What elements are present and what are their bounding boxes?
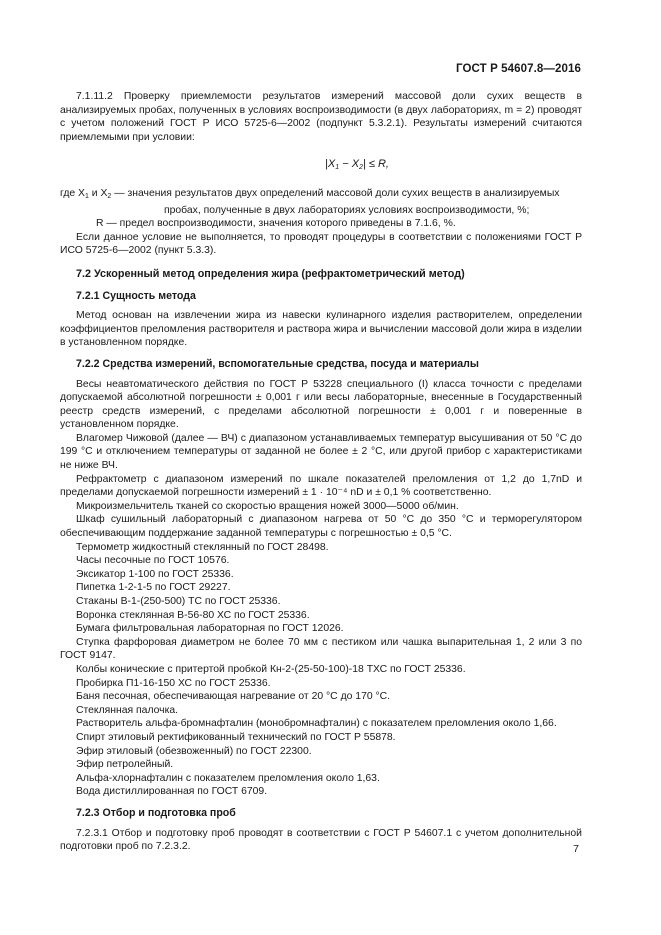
heading-7-2-1: 7.2.1 Сущность метода: [76, 289, 196, 302]
page-number: 7: [573, 843, 579, 855]
list-item: Ступка фарфоровая диаметром не более 70 мм с пестиком или чашка выпарительная 1, 2 или 3 по ГОСТ 9147.: [60, 636, 582, 662]
list-item: Микроизмельчитель тканей со скоростью вращения ножей 3000—5000 об/мин.: [76, 500, 459, 512]
heading-7-2-2: 7.2.2 Средства измерений, вспомогательные средства, посуда и материалы: [76, 357, 479, 370]
acceptance-formula: $|X_1 - X_2| \le R$,: [325, 158, 389, 172]
standard-code-header: ГОСТ Р 54607.8—2016: [456, 63, 581, 75]
heading-7-2-3: 7.2.3 Отбор и подготовка проб: [76, 806, 236, 819]
list-item: Баня песочная, обеспечивающая нагревание от 20 °С до 170 °С.: [76, 691, 391, 703]
list-item: Пипетка 1-2-1-5 по ГОСТ 29227.: [76, 582, 231, 594]
paragraph-else-condition: Если данное условие не выполняется, то проводят процедуры в соответствии с положениями ГОСТ Р ИСО 5725-6—2002 (пункт 5.3.3).: [60, 231, 582, 257]
list-item: Шкаф сушильный лабораторный с диапазоном нагрева от 50 °С до 350 °С и терморегулятором обеспечивающим поддержание заданной температуры с погрешностью ± 0,5 °С.: [60, 514, 582, 540]
list-item: Рефрактометр с диапазоном измерений по шкале показателей преломления от 1,2 до 1,7nD и пределами допускаемой погрешности измерений ± 1 · 10⁻⁴ nD и ± 0,1 % соответственно.: [60, 473, 582, 499]
list-item: Влагомер Чижовой (далее — ВЧ) с диапазоном устанавливаемых температур высушивания от 50 °С до 199 °С и отключением температуры от заданной не более ± 2 °С, или другой прибор с характеристиками не ниже ВЧ.: [60, 432, 582, 472]
list-item: Термометр жидкостный стеклянный по ГОСТ 28498.: [76, 541, 329, 553]
list-item: Часы песочные по ГОСТ 10576.: [76, 555, 230, 567]
list-item: Бумага фильтровальная лабораторная по ГОСТ 12026.: [76, 623, 344, 635]
legend-r-value: R — предел воспроизводимости, значения которого приведены в 7.1.6, %.: [96, 218, 456, 230]
list-item: Стаканы В-1-(250-500) ТС по ГОСТ 25336.: [76, 596, 281, 607]
list-item: Спирт этиловый ректификованный технический по ГОСТ Р 55878.: [76, 731, 396, 743]
legend-x-values: где $X_1$ и $X_2$ — значения результатов двух определений массовой доли сухих веществ в анализируемых: [60, 187, 560, 200]
list-item: Колбы конические с притертой пробкой Кн-2-(25-50-100)-18 ТХС по ГОСТ 25336.: [76, 663, 466, 675]
legend-x-values-continuation: пробах, полученные в двух лабораториях условиях воспроизводимости, %;: [164, 204, 530, 216]
equipment-list: [60, 378, 582, 799]
list-item: Воронка стеклянная В-56-80 ХС по ГОСТ 25336.: [76, 609, 310, 621]
list-item: Эксикатор 1-100 по ГОСТ 25336.: [76, 568, 234, 580]
list-item: Стеклянная палочка.: [76, 704, 179, 716]
list-item: Эфир петролейный.: [76, 759, 174, 771]
paragraph-7-2-1: Метод основан на извлечении жира из навески кулинарного изделия растворителем, определении коэффициентов преломления растворителя и раствора жира и вычислении массовой доли жира в изделии в установленном порядке.: [60, 310, 582, 349]
formula-legend: [60, 187, 582, 231]
list-item: Растворитель альфа-бромнафталин (монобромнафталин) с показателем преломления около 1,66.: [76, 718, 557, 730]
list-item: Пробирка П1-16-150 ХС по ГОСТ 25336.: [76, 677, 271, 689]
list-item: Вода дистиллированная по ГОСТ 6709.: [76, 786, 268, 798]
paragraph-7-1-11-2: 7.1.11.2 Проверку приемлемости результатов измерений массовой доли сухих веществ в анализируемых пробах, полученных в условиях воспроизводимости (в двух лабораториях, m = 2) проводят с учетом положений ГОСТ Р ИСО 5725-6—2002 (подпункт 5.3.2.1). Результаты измерений считаются приемлемыми при условии:: [60, 91, 582, 143]
list-item: Эфир этиловый (обезвоженный) по ГОСТ 22300.: [76, 745, 312, 757]
list-item: Альфа-хлорнафталин с показателем преломления около 1,63.: [76, 772, 380, 784]
paragraph-7-2-3-1: 7.2.3.1 Отбор и подготовку проб проводят в соответствии с ГОСТ Р 54607.1 с учетом дополнительной подготовки проб по 7.2.3.2.: [60, 827, 582, 853]
document-body: [60, 90, 582, 854]
list-item: Весы неавтоматического действия по ГОСТ Р 53228 специального (I) класса точности с пределами допускаемой абсолютной погрешности ± 0,001 г или весы лабораторные, внесенные в Государственный реестр средств измерений, с пределами абсолютной погрешности ± 0,001 г и поверенные в установленном порядке.: [60, 378, 582, 431]
heading-7-2: 7.2 Ускоренный метод определения жира (рефрактометрический метод): [76, 267, 465, 280]
